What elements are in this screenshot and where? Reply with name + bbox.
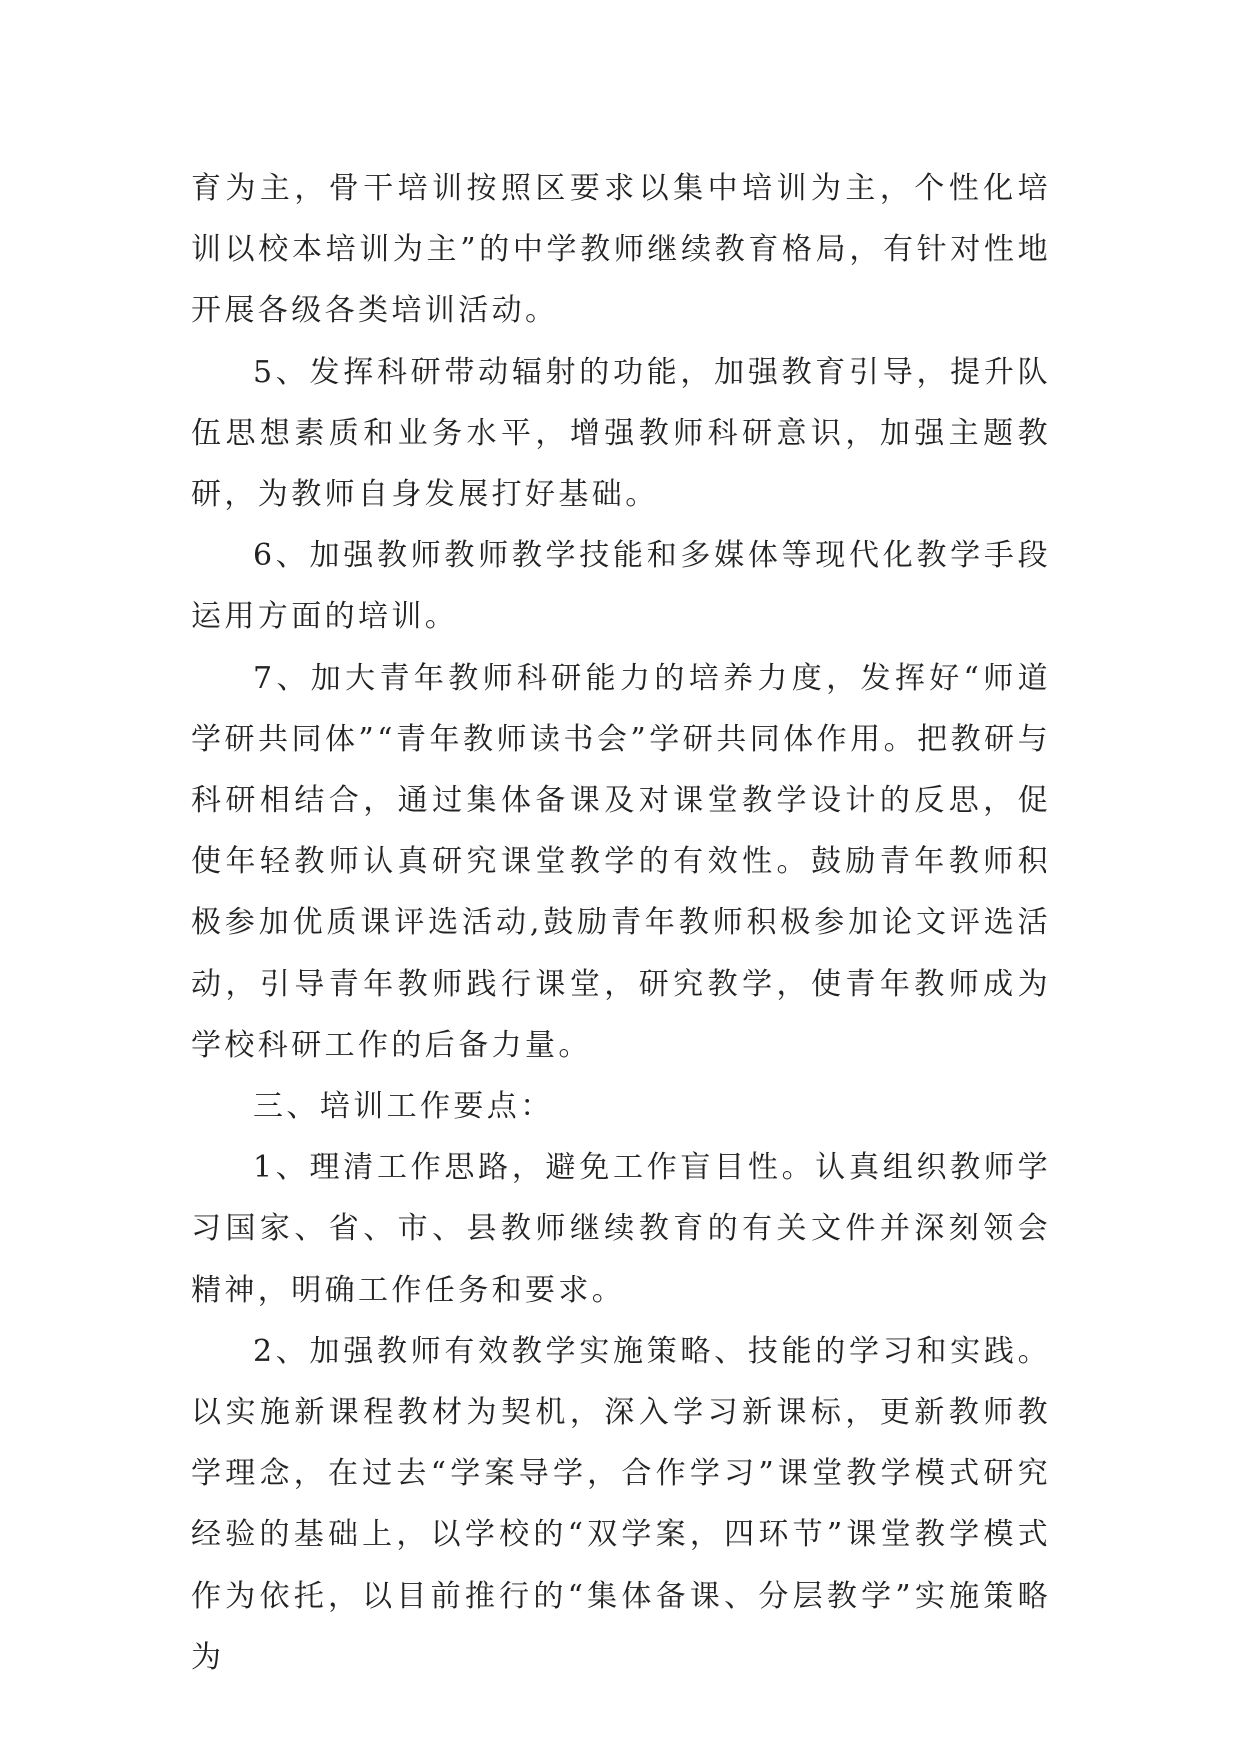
paragraph-item-5: 5、发挥科研带动辐射的功能，加强教育引导，提升队伍思想素质和业务水平，增强教师科研意识，加强主题教研，为教师自身发展打好基础。 — [191, 354, 1051, 513]
paragraph-item-7: 7、加大青年教师科研能力的培养力度，发挥好“师道学研共同体”“青年教师读书会”学研共同体作用。把教研与科研相结合，通过集体备课及对课堂教学设计的反思，促使年轻教师认真研究课堂教学的有效性。鼓励青年教师积极参加优质课评选活动,鼓励青年教师积极参加论文评选活动，引导青年教师践行课堂，研究教学，使青年教师成为学校科研工作的后备力量。 — [191, 660, 1051, 1063]
paragraph-item-6: 6、加强教师教师教学技能和多媒体等现代化教学手段运用方面的培训。 — [191, 538, 1051, 635]
paragraph-point-1: 1、理清工作思路，避免工作盲目性。认真组织教师学习国家、省、市、县教师继续教育的有关文件并深刻领会精神，明确工作任务和要求。 — [191, 1150, 1051, 1308]
paragraph-point-2: 2、加强教师有效教学实施策略、技能的学习和实践。以实施新课程教材为契机，深入学习新课标，更新教师教学理念，在过去“学案导学，合作学习”课堂教学模式研究经验的基础上，以学校的“双学案，四环节”课堂教学模式作为依托，以目前推行的“集体备课、分层教学”实施策略为 — [191, 1333, 1051, 1675]
paragraph-continuation: 育为主，骨干培训按照区要求以集中培训为主，个性化培训以校本培训为主”的中学教师继续教育格局，有针对性地开展各级各类培训活动。 — [191, 171, 1051, 329]
document-body — [191, 158, 1051, 1688]
section-heading-3: 三、培训工作要点： — [253, 1089, 554, 1125]
